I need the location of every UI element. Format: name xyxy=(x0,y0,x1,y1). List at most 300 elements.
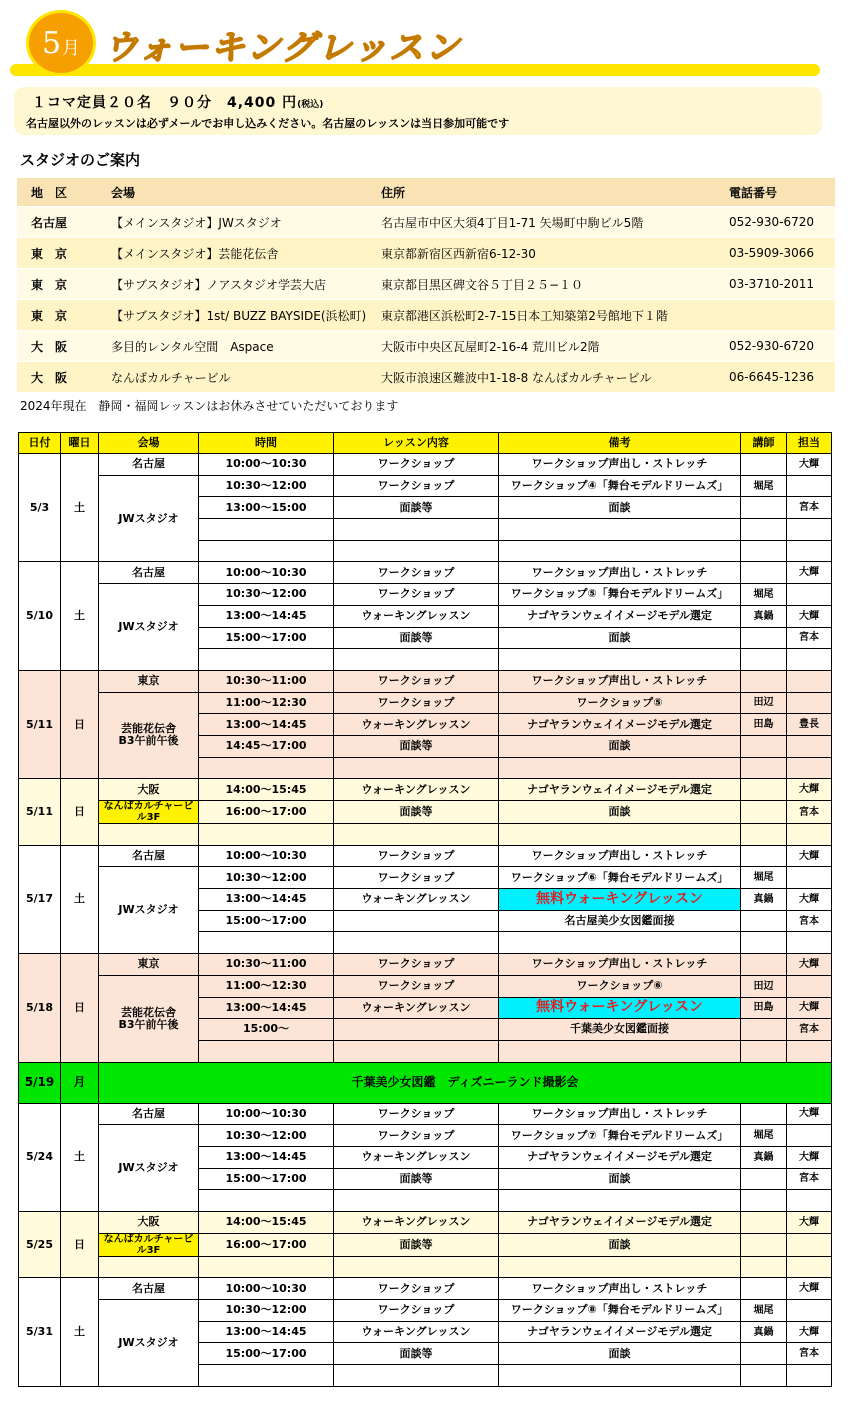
header-day: 曜日 xyxy=(61,433,99,454)
closure-notice: 2024年現在 静岡・福岡レッスンはお休みさせていただいております xyxy=(20,399,399,413)
studio-phone: 052-930-6720 xyxy=(729,331,835,362)
time-cell: 10:30〜12:00 xyxy=(199,867,334,889)
staff-cell xyxy=(787,1300,832,1322)
note-cell: ワークショップ声出し・ストレッチ xyxy=(499,454,741,476)
date-cell: 5/25 xyxy=(19,1212,61,1278)
time-cell: 10:30〜11:00 xyxy=(199,954,334,976)
venue-city-cell: 大阪 xyxy=(99,779,199,801)
staff-cell xyxy=(787,1040,832,1062)
lesson-cell xyxy=(334,1190,499,1212)
venue-name: JWスタジオ xyxy=(118,903,179,917)
lesson-cell xyxy=(334,1365,499,1387)
time-cell: 10:30〜12:00 xyxy=(199,1300,334,1322)
instructor-cell xyxy=(741,1190,787,1212)
lesson-cell: 面談等 xyxy=(334,627,499,649)
day-cell: 土 xyxy=(61,845,99,953)
time-cell: 10:30〜11:00 xyxy=(199,670,334,692)
time-cell: 13:00〜14:45 xyxy=(199,1321,334,1343)
lesson-cell xyxy=(334,1019,499,1041)
staff-cell: 大輝 xyxy=(787,1278,832,1300)
staff-cell: 大輝 xyxy=(787,779,832,801)
studio-row xyxy=(17,331,835,362)
instructor-cell: 堀尾 xyxy=(741,1125,787,1147)
instructor-cell xyxy=(741,801,787,824)
instructor-cell: 真鍋 xyxy=(741,605,787,627)
staff-cell: 宮本 xyxy=(787,1168,832,1190)
instructor-cell: 堀尾 xyxy=(741,475,787,497)
venue-name-cell xyxy=(99,1125,199,1212)
lesson-cell xyxy=(334,932,499,954)
staff-cell: 大輝 xyxy=(787,1103,832,1125)
table-row xyxy=(19,454,832,476)
instructor-cell: 田島 xyxy=(741,714,787,736)
instructor-cell: 堀尾 xyxy=(741,1300,787,1322)
time-cell: 10:30〜12:00 xyxy=(199,584,334,606)
venue-city-cell: 名古屋 xyxy=(99,1103,199,1125)
venue-floor: B3午前午後 xyxy=(118,734,179,748)
note-cell: ワークショップ⑥ xyxy=(499,975,741,997)
studio-row xyxy=(17,300,835,331)
studio-phone: 06-6645-1236 xyxy=(729,362,835,393)
time-cell: 13:00〜15:00 xyxy=(199,497,334,519)
day-cell: 土 xyxy=(61,1278,99,1386)
staff-cell: 豊長 xyxy=(787,714,832,736)
studio-venue: 【サブスタジオ】1st/ BUZZ BAYSIDE(浜松町) xyxy=(111,300,381,331)
instructor-cell: 田辺 xyxy=(741,975,787,997)
time-cell: 15:00〜17:00 xyxy=(199,1168,334,1190)
lesson-cell: ワークショップ xyxy=(334,1278,499,1300)
staff-cell xyxy=(787,692,832,714)
staff-cell xyxy=(787,1233,832,1256)
lesson-cell: ウォーキングレッスン xyxy=(334,997,499,1019)
date-cell: 5/19 xyxy=(19,1062,61,1103)
note-cell: ナゴヤランウェイイメージモデル選定 xyxy=(499,1212,741,1234)
note-cell xyxy=(499,1190,741,1212)
note-cell: 面談 xyxy=(499,497,741,519)
instructor-cell: 真鍋 xyxy=(741,1146,787,1168)
time-cell xyxy=(199,1190,334,1212)
date-cell: 5/31 xyxy=(19,1278,61,1386)
studio-address: 東京都目黒区碑文谷５丁目２５−１０ xyxy=(381,269,729,300)
venue-name: JWスタジオ xyxy=(118,619,179,633)
note-cell: 無料ウォーキングレッスン xyxy=(499,889,741,911)
instructor-cell xyxy=(741,649,787,671)
time-cell: 15:00〜17:00 xyxy=(199,627,334,649)
time-cell: 11:00〜12:30 xyxy=(199,975,334,997)
lesson-cell: ワークショップ xyxy=(334,562,499,584)
time-cell: 10:00〜10:30 xyxy=(199,1278,334,1300)
note-cell: ワークショップ⑦「舞台モデルドリームズ」 xyxy=(499,1125,741,1147)
instructor-cell xyxy=(741,845,787,867)
header-note: 備考 xyxy=(499,433,741,454)
instructor-cell: 堀尾 xyxy=(741,584,787,606)
table-row xyxy=(19,1212,832,1234)
lesson-cell: ワークショップ xyxy=(334,454,499,476)
staff-cell xyxy=(787,1190,832,1212)
time-cell: 10:30〜12:00 xyxy=(199,1125,334,1147)
note-cell xyxy=(499,649,741,671)
note-cell xyxy=(499,1365,741,1387)
venue-city-cell: 名古屋 xyxy=(99,845,199,867)
note-cell: ワークショップ声出し・ストレッチ xyxy=(499,562,741,584)
header-time: 時間 xyxy=(199,433,334,454)
venue-name-cell: なんばカルチャービル3F xyxy=(99,801,199,824)
note-cell: 面談 xyxy=(499,735,741,757)
studio-row xyxy=(17,269,835,300)
studio-table xyxy=(17,178,835,393)
note-cell: 面談 xyxy=(499,1233,741,1256)
studio-row xyxy=(17,238,835,269)
note-cell: ナゴヤランウェイイメージモデル選定 xyxy=(499,1146,741,1168)
time-cell xyxy=(199,1256,334,1278)
venue-name: 芸能花伝舎 xyxy=(121,722,176,736)
time-cell: 13:00〜14:45 xyxy=(199,605,334,627)
day-cell: 土 xyxy=(61,1103,99,1211)
instructor-cell xyxy=(741,1212,787,1234)
date-cell: 5/11 xyxy=(19,779,61,845)
studio-phone: 052-930-6720 xyxy=(729,207,835,238)
venue-city-cell: 名古屋 xyxy=(99,562,199,584)
time-cell: 15:00〜 xyxy=(199,1019,334,1041)
instructor-cell xyxy=(741,562,787,584)
staff-cell xyxy=(787,519,832,541)
studio-region: 東 京 xyxy=(17,269,111,300)
lesson-cell: ワークショップ xyxy=(334,1125,499,1147)
venue-empty-cell xyxy=(99,1256,199,1278)
table-row xyxy=(19,1256,832,1278)
staff-cell: 大輝 xyxy=(787,889,832,911)
table-row xyxy=(19,975,832,997)
note-cell: ワークショップ④「舞台モデルドリームズ」 xyxy=(499,475,741,497)
time-cell: 10:00〜10:30 xyxy=(199,1103,334,1125)
table-row xyxy=(19,1125,832,1147)
studio-address: 大阪市中央区瓦屋町2-16-4 荒川ビル2階 xyxy=(381,331,729,362)
instructor-cell xyxy=(741,779,787,801)
instructor-cell xyxy=(741,1365,787,1387)
venue-city-cell: 東京 xyxy=(99,670,199,692)
studio-region: 東 京 xyxy=(17,238,111,269)
staff-cell xyxy=(787,1256,832,1278)
time-cell: 14:45〜17:00 xyxy=(199,735,334,757)
instructor-cell xyxy=(741,1343,787,1365)
studio-region: 東 京 xyxy=(17,300,111,331)
date-cell: 5/3 xyxy=(19,454,61,562)
lesson-cell: ワークショップ xyxy=(334,954,499,976)
date-cell: 5/17 xyxy=(19,845,61,953)
note-cell: ワークショップ声出し・ストレッチ xyxy=(499,1103,741,1125)
instructor-cell: 田島 xyxy=(741,997,787,1019)
studio-region: 大 阪 xyxy=(17,362,111,393)
staff-cell xyxy=(787,824,832,846)
note-cell: ワークショップ⑤ xyxy=(499,692,741,714)
header-date: 日付 xyxy=(19,433,61,454)
lesson-cell: ワークショップ xyxy=(334,692,499,714)
time-cell: 13:00〜14:45 xyxy=(199,997,334,1019)
time-cell xyxy=(199,932,334,954)
lesson-cell: ウォーキングレッスン xyxy=(334,714,499,736)
note-cell xyxy=(499,757,741,779)
staff-cell xyxy=(787,757,832,779)
header-lesson: レッスン内容 xyxy=(334,433,499,454)
venue-city-cell: 大阪 xyxy=(99,1212,199,1234)
staff-cell: 宮本 xyxy=(787,801,832,824)
col-venue: 会場 xyxy=(111,178,381,207)
note-cell: 千葉美少女図鑑面接 xyxy=(499,1019,741,1041)
studio-venue: 【サブスタジオ】ノアスタジオ学芸大店 xyxy=(111,269,381,300)
table-row xyxy=(19,824,832,846)
time-cell xyxy=(199,824,334,846)
studio-region: 大 阪 xyxy=(17,331,111,362)
instructor-cell: 田辺 xyxy=(741,692,787,714)
studio-phone: 03-5909-3066 xyxy=(729,238,835,269)
instructor-cell xyxy=(741,1233,787,1256)
table-row xyxy=(19,779,832,801)
studio-table-header xyxy=(17,178,835,207)
lesson-cell: ウォーキングレッスン xyxy=(334,605,499,627)
instructor-cell xyxy=(741,454,787,476)
note-cell: 面談 xyxy=(499,1168,741,1190)
note-cell: 面談 xyxy=(499,1343,741,1365)
info-line xyxy=(32,92,323,112)
instructor-cell xyxy=(741,627,787,649)
studio-address: 東京都新宿区西新宿6-12-30 xyxy=(381,238,729,269)
staff-cell xyxy=(787,1365,832,1387)
note-cell: ワークショップ声出し・ストレッチ xyxy=(499,670,741,692)
header-instructor: 講師 xyxy=(741,433,787,454)
time-cell: 10:00〜10:30 xyxy=(199,454,334,476)
table-row xyxy=(19,867,832,889)
staff-cell: 大輝 xyxy=(787,1212,832,1234)
schedule-table xyxy=(18,432,832,1387)
table-row xyxy=(19,1300,832,1322)
venue-name-cell xyxy=(99,1300,199,1387)
event-row xyxy=(19,1062,832,1103)
venue-name: JWスタジオ xyxy=(118,1161,179,1175)
lesson-cell: ワークショップ xyxy=(334,1103,499,1125)
instructor-cell xyxy=(741,1278,787,1300)
lesson-cell xyxy=(334,824,499,846)
venue-city-cell: 東京 xyxy=(99,954,199,976)
lesson-cell: ワークショップ xyxy=(334,867,499,889)
instructor-cell: 堀尾 xyxy=(741,867,787,889)
lesson-cell: 面談等 xyxy=(334,735,499,757)
table-row xyxy=(19,1103,832,1125)
time-cell: 14:00〜15:45 xyxy=(199,1212,334,1234)
day-cell: 日 xyxy=(61,670,99,778)
lesson-cell: ウォーキングレッスン xyxy=(334,889,499,911)
staff-cell xyxy=(787,867,832,889)
instructor-cell xyxy=(741,497,787,519)
lesson-cell: 面談等 xyxy=(334,801,499,824)
time-cell: 10:00〜10:30 xyxy=(199,845,334,867)
staff-cell xyxy=(787,735,832,757)
studio-address: 大阪市浪速区難波中1-18-8 なんばカルチャービル xyxy=(381,362,729,393)
lesson-cell: ウォーキングレッスン xyxy=(334,779,499,801)
studio-venue: なんばカルチャービル xyxy=(111,362,381,393)
month-number: 5 xyxy=(41,25,62,61)
lesson-cell xyxy=(334,757,499,779)
instructor-cell xyxy=(741,1256,787,1278)
studio-region: 名古屋 xyxy=(17,207,111,238)
staff-cell xyxy=(787,649,832,671)
note-cell xyxy=(499,540,741,562)
header-venue: 会場 xyxy=(99,433,199,454)
schedule-header-row xyxy=(19,433,832,454)
instructor-cell xyxy=(741,954,787,976)
day-cell: 日 xyxy=(61,779,99,845)
time-cell xyxy=(199,519,334,541)
table-row xyxy=(19,1278,832,1300)
instructor-cell: 真鍋 xyxy=(741,889,787,911)
note-cell: 面談 xyxy=(499,627,741,649)
table-row xyxy=(19,670,832,692)
venue-name: JWスタジオ xyxy=(118,1335,179,1349)
lesson-cell xyxy=(334,1040,499,1062)
venue-name-cell: なんばカルチャービル3F xyxy=(99,1233,199,1256)
lesson-cell: ワークショップ xyxy=(334,1300,499,1322)
time-cell: 11:00〜12:30 xyxy=(199,692,334,714)
instructor-cell xyxy=(741,1168,787,1190)
note-cell: ワークショップ声出し・ストレッチ xyxy=(499,1278,741,1300)
time-cell: 10:00〜10:30 xyxy=(199,562,334,584)
note-cell: ワークショップ声出し・ストレッチ xyxy=(499,954,741,976)
venue-name-cell xyxy=(99,584,199,671)
instructor-cell xyxy=(741,519,787,541)
table-row xyxy=(19,845,832,867)
lesson-cell xyxy=(334,540,499,562)
studio-venue: 【メインスタジオ】芸能花伝舎 xyxy=(111,238,381,269)
date-cell: 5/10 xyxy=(19,562,61,670)
staff-cell: 大輝 xyxy=(787,1146,832,1168)
table-row xyxy=(19,584,832,606)
note-cell xyxy=(499,824,741,846)
lesson-cell: ワークショップ xyxy=(334,975,499,997)
venue-city-cell: 名古屋 xyxy=(99,454,199,476)
note-cell: ワークショップ声出し・ストレッチ xyxy=(499,845,741,867)
staff-cell: 宮本 xyxy=(787,497,832,519)
month-badge xyxy=(26,10,96,76)
staff-cell xyxy=(787,584,832,606)
time-cell xyxy=(199,1040,334,1062)
lesson-cell: 面談等 xyxy=(334,497,499,519)
time-cell: 15:00〜17:00 xyxy=(199,910,334,932)
table-row xyxy=(19,692,832,714)
instructor-cell xyxy=(741,735,787,757)
venue-floor: B3午前午後 xyxy=(118,1017,179,1031)
note-cell: ナゴヤランウェイイメージモデル選定 xyxy=(499,714,741,736)
time-cell xyxy=(199,1365,334,1387)
studio-heading: スタジオのご案内 xyxy=(20,151,141,169)
lesson-cell: ワークショップ xyxy=(334,475,499,497)
note-cell: ワークショップ⑥「舞台モデルドリームズ」 xyxy=(499,867,741,889)
lesson-cell xyxy=(334,910,499,932)
time-cell: 13:00〜14:45 xyxy=(199,1146,334,1168)
time-cell: 13:00〜14:45 xyxy=(199,714,334,736)
capacity-price: １コマ定員２０名 ９０分 4,400 円 xyxy=(32,95,298,111)
col-region: 地 区 xyxy=(17,178,111,207)
venue-empty-cell xyxy=(99,824,199,846)
time-cell: 15:00〜17:00 xyxy=(199,1343,334,1365)
lesson-cell: 面談等 xyxy=(334,1233,499,1256)
staff-cell xyxy=(787,670,832,692)
note-cell: ナゴヤランウェイイメージモデル選定 xyxy=(499,779,741,801)
note-cell xyxy=(499,932,741,954)
day-cell: 土 xyxy=(61,454,99,562)
lesson-cell: ウォーキングレッスン xyxy=(334,1321,499,1343)
event-cell: 千葉美少女図鑑 ディズニーランド撮影会 xyxy=(99,1062,832,1103)
lesson-cell: ウォーキングレッスン xyxy=(334,1212,499,1234)
venue-name: 芸能花伝舎 xyxy=(121,1005,176,1019)
venue-name-cell xyxy=(99,975,199,1062)
staff-cell: 宮本 xyxy=(787,1343,832,1365)
staff-cell xyxy=(787,1125,832,1147)
staff-cell: 大輝 xyxy=(787,562,832,584)
note-cell: 無料ウォーキングレッスン xyxy=(499,997,741,1019)
note-cell xyxy=(499,519,741,541)
lesson-cell: 面談等 xyxy=(334,1343,499,1365)
lesson-cell: ワークショップ xyxy=(334,584,499,606)
note-cell xyxy=(499,1040,741,1062)
staff-cell: 大輝 xyxy=(787,605,832,627)
month-unit: 月 xyxy=(62,38,81,59)
instructor-cell xyxy=(741,1103,787,1125)
staff-cell: 大輝 xyxy=(787,954,832,976)
table-row xyxy=(19,562,832,584)
note-cell xyxy=(499,1256,741,1278)
staff-cell: 大輝 xyxy=(787,454,832,476)
studio-address: 東京都港区浜松町2-7-15日本工知築第2号館地下１階 xyxy=(381,300,729,331)
staff-cell: 宮本 xyxy=(787,910,832,932)
date-cell: 5/24 xyxy=(19,1103,61,1211)
staff-cell: 大輝 xyxy=(787,1321,832,1343)
note-cell: ワークショップ⑤「舞台モデルドリームズ」 xyxy=(499,584,741,606)
time-cell xyxy=(199,757,334,779)
venue-name-cell xyxy=(99,867,199,954)
table-row xyxy=(19,1233,832,1256)
time-cell: 16:00〜17:00 xyxy=(199,801,334,824)
note-cell: ワークショップ⑧「舞台モデルドリームズ」 xyxy=(499,1300,741,1322)
studio-address: 名古屋市中区大須4丁目1-71 矢場町中駒ビル5階 xyxy=(381,207,729,238)
instructor-cell xyxy=(741,824,787,846)
lesson-cell: ワークショップ xyxy=(334,670,499,692)
venue-name: JWスタジオ xyxy=(118,511,179,525)
staff-cell: 宮本 xyxy=(787,627,832,649)
lesson-cell: ワークショップ xyxy=(334,845,499,867)
lesson-cell: ウォーキングレッスン xyxy=(334,1146,499,1168)
staff-cell: 大輝 xyxy=(787,997,832,1019)
lesson-cell xyxy=(334,519,499,541)
studio-venue: 多目的レンタル空間 Aspace xyxy=(111,331,381,362)
instructor-cell xyxy=(741,540,787,562)
instructor-cell: 真鍋 xyxy=(741,1321,787,1343)
instructor-cell xyxy=(741,910,787,932)
col-phone: 電話番号 xyxy=(729,178,835,207)
instructor-cell xyxy=(741,670,787,692)
day-cell: 月 xyxy=(61,1062,99,1103)
info-box xyxy=(14,87,822,135)
note-cell: ナゴヤランウェイイメージモデル選定 xyxy=(499,605,741,627)
col-address: 住所 xyxy=(381,178,729,207)
studio-row xyxy=(17,362,835,393)
page-title: ウォーキングレッスン xyxy=(104,28,462,68)
date-cell: 5/11 xyxy=(19,670,61,778)
lesson-cell xyxy=(334,649,499,671)
lesson-cell xyxy=(334,1256,499,1278)
studio-row xyxy=(17,207,835,238)
instructor-cell xyxy=(741,932,787,954)
note-cell: 名古屋美少女図鑑面接 xyxy=(499,910,741,932)
day-cell: 日 xyxy=(61,954,99,1062)
